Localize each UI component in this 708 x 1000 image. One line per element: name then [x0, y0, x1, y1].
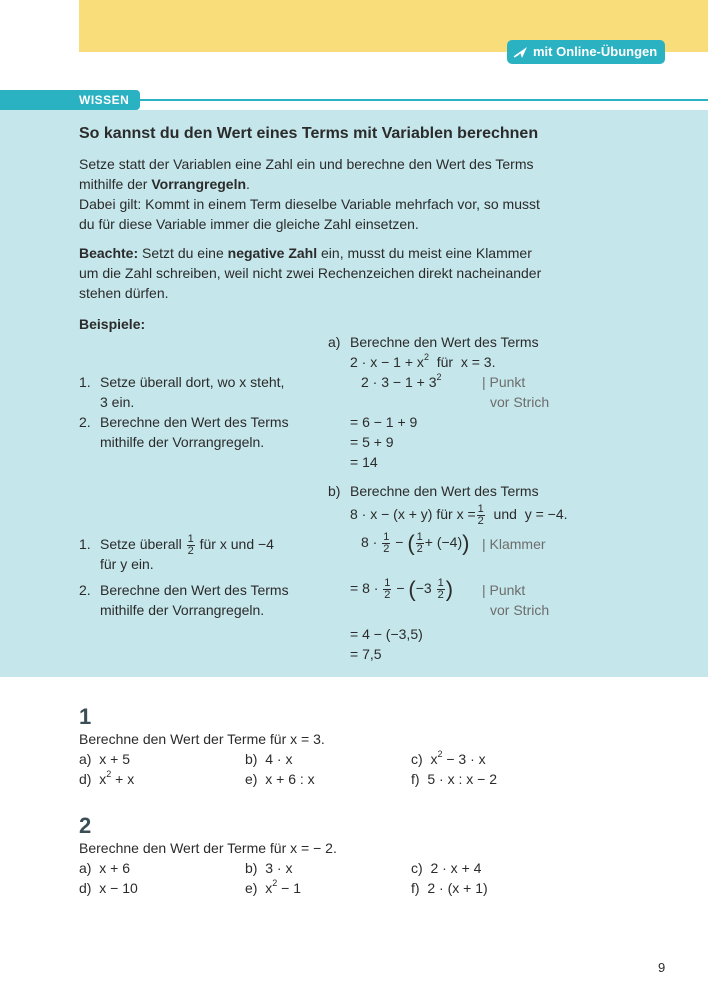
section-tab: [0, 90, 140, 110]
example-a-note-1-line-1: | Punkt: [482, 374, 526, 390]
exercise-2-item-b: b) 3 · x: [245, 860, 293, 876]
example-b-term: 8 · x − (x + y) für x = $\frac{1}{2}$ und y = −4.: [350, 503, 568, 527]
example-a-step-1-line-1: Setze überall dort, wo x steht,: [100, 374, 285, 390]
online-exercises-badge[interactable]: [507, 40, 665, 64]
example-b-step-2-number: 2.: [79, 582, 91, 598]
exercise-2-item-a: a) x + 6: [79, 860, 130, 876]
exercise-2-prompt: Berechne den Wert der Terme für x = − 2.: [79, 840, 337, 856]
section-divider: [140, 99, 708, 101]
example-a-step-2-number: 2.: [79, 414, 91, 430]
example-a-label: a): [328, 334, 341, 350]
example-b-calc-2: = 8 · $\frac{1}{2}$ − (−3 $\frac{1}{2}$ ): [350, 576, 454, 602]
page-number: 9: [658, 960, 666, 975]
example-b-calc-3: = 4 − (−3,5): [350, 626, 423, 642]
example-a-calc-1: $2 \cdot 3 - 1 + 3^2$: [361, 372, 442, 390]
intro-line-3: Dabei gilt: Kommt in einem Term dieselbe Variable mehrfach vor, so musst: [79, 196, 540, 212]
example-b-note-2-line-2: vor Strich: [490, 602, 550, 618]
example-b-step-1-line-1: Setze überall $\frac{1}{2}$ für x und −4: [100, 533, 274, 557]
example-b-note-1: | Klammer: [482, 536, 546, 552]
knowledge-panel: [0, 110, 708, 677]
exercise-1-item-d: d) $x^2 + x$: [79, 769, 135, 787]
example-b-task: Berechne den Wert des Terms: [350, 483, 539, 499]
exercise-1-item-b: b) 4 · x: [245, 751, 293, 767]
example-a-note-1-line-2: vor Strich: [490, 394, 550, 410]
examples-label: Beispiele:: [79, 316, 146, 332]
exercise-2-number: 2: [79, 813, 92, 838]
exercise-2-item-d: d) x − 10: [79, 880, 138, 896]
example-b-step-1-number: 1.: [79, 536, 91, 552]
example-b-note-2-line-1: | Punkt: [482, 582, 526, 598]
fraction-one-half: $\frac{1}{2}$: [383, 531, 390, 555]
exercise-2-item-e: e) $x^2 - 1$: [245, 878, 301, 896]
example-a-step-1-number: 1.: [79, 374, 91, 390]
exercise-1-item-f: f) 5 · x : x − 2: [411, 771, 497, 787]
fraction-one-half: $\frac{1}{2}$: [437, 577, 444, 601]
example-a-task: Berechne den Wert des Terms: [350, 334, 539, 350]
example-a-term: $2 \cdot x - 1 + x^2$ für x = 3.: [350, 352, 496, 370]
intro-line-2: mithilfe der Vorrangregeln.: [79, 176, 250, 192]
online-badge-label: mit Online-Übungen: [533, 44, 658, 59]
note-line-3: stehen dürfen.: [79, 285, 169, 301]
example-a-step-2-line-1: Berechne den Wert des Terms: [100, 414, 289, 430]
example-b-step-2-line-1: Berechne den Wert des Terms: [100, 582, 289, 598]
example-b-calc-1: 8 · $\frac{1}{2}$ − ( $\frac{1}{2}$ + (−4)): [361, 530, 470, 556]
exercise-1-item-a: a) x + 5: [79, 751, 130, 767]
fraction-one-half: $\frac{1}{2}$: [477, 503, 484, 527]
intro-line-1: Setze statt der Variablen eine Zahl ein und berechne den Wert des Terms: [79, 156, 534, 172]
exercise-2-item-c: c) 2 · x + 4: [411, 860, 482, 876]
example-a-calc-3: = 5 + 9: [350, 434, 394, 450]
example-b-calc-4: = 7,5: [350, 646, 382, 662]
example-b-step-2-line-2: mithilfe der Vorrangregeln.: [100, 602, 265, 618]
intro-line-4: du für diese Variable immer die gleiche Zahl einsetzen.: [79, 216, 419, 232]
knowledge-title: So kannst du den Wert eines Terms mit Variablen berechnen: [79, 125, 539, 142]
exercise-1-item-e: e) x + 6 : x: [245, 771, 315, 787]
fraction-one-half: $\frac{1}{2}$: [416, 531, 423, 555]
example-a-step-2-line-2: mithilfe der Vorrangregeln.: [100, 434, 265, 450]
exercise-2-item-f: f) 2 · (x + 1): [411, 880, 488, 896]
fraction-one-half: $\frac{1}{2}$: [384, 577, 391, 601]
exercise-1-prompt: Berechne den Wert der Terme für x = 3.: [79, 731, 325, 747]
note-line-1: Beachte: Setzt du eine negative Zahl ein, musst du meist eine Klammer: [79, 245, 532, 261]
note-line-2: um die Zahl schreiben, weil nicht zwei Rechenzeichen direkt nacheinander: [79, 265, 542, 281]
exercise-1-number: 1: [79, 704, 92, 729]
example-a-calc-2: = 6 − 1 + 9: [350, 414, 418, 430]
example-a-step-1-line-2: 3 ein.: [100, 394, 135, 410]
example-b-label: b): [328, 483, 341, 499]
paper-plane-icon: [513, 44, 529, 60]
example-a-calc-4: = 14: [350, 454, 378, 470]
exercise-1-item-c: c) $x^2 - 3 \cdot x$: [411, 749, 486, 767]
section-tab-label: WISSEN: [79, 93, 130, 107]
example-b-step-1-line-2: für y ein.: [100, 556, 154, 572]
fraction-one-half: $\frac{1}{2}$: [187, 533, 194, 557]
